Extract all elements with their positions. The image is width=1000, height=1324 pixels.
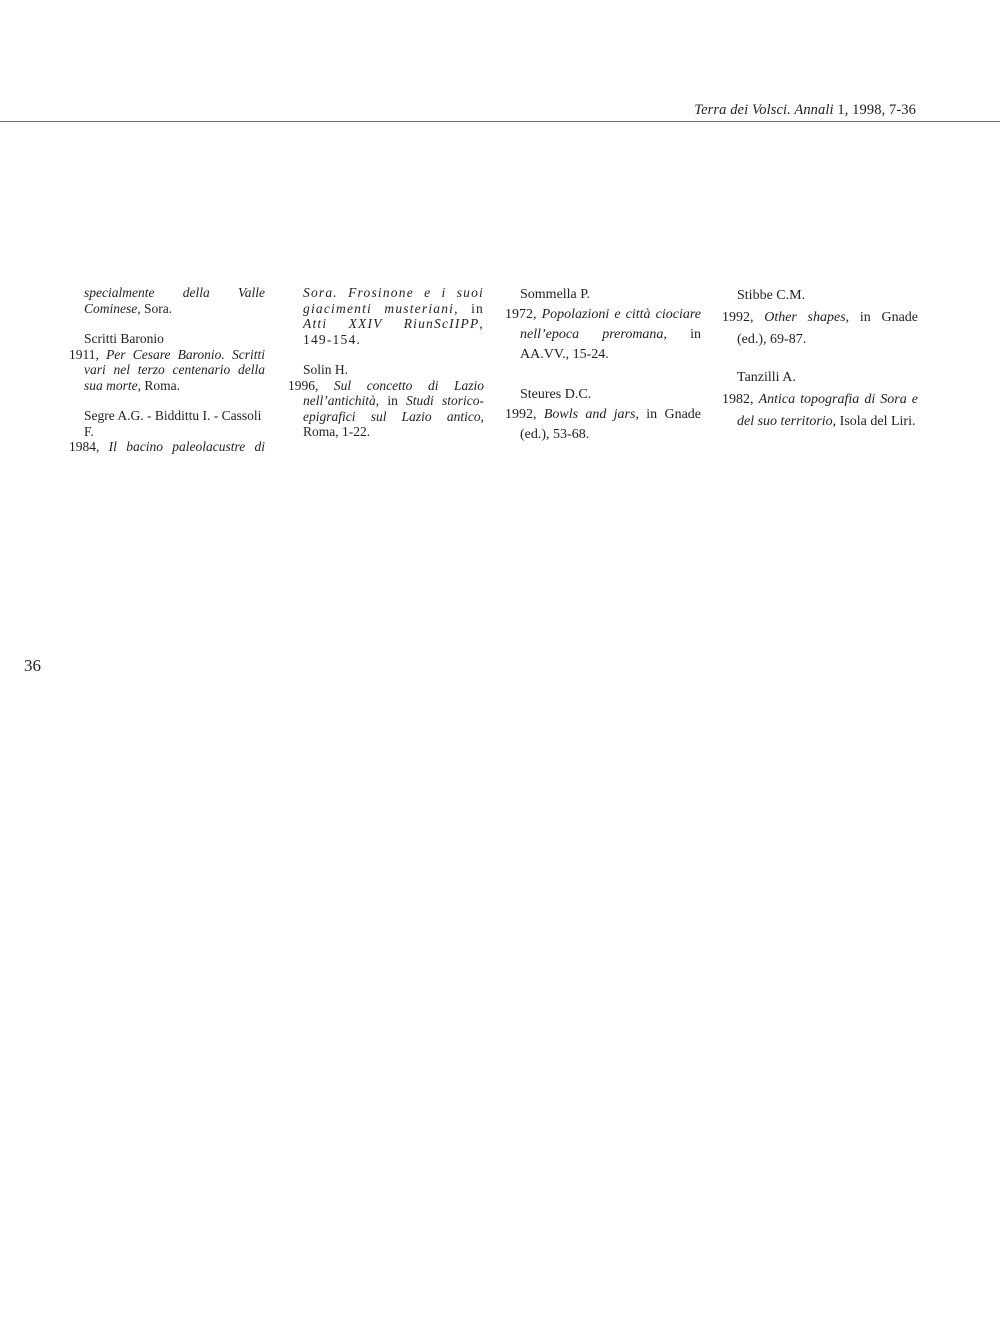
entry-title: Other shapes xyxy=(764,310,846,325)
entry-author: Stibbe C.M. xyxy=(737,288,806,303)
entry-place: , in Gnade (ed.), 69-87. xyxy=(737,310,918,347)
bibliography-column-1 xyxy=(69,285,265,470)
entry-continuation xyxy=(69,285,265,301)
entry-body xyxy=(69,347,265,394)
entry-place: , in AA.VV., 15-24. xyxy=(520,327,701,362)
entry-proceedings: Atti XXIV RiunScIIPP xyxy=(303,316,480,331)
entry-place: , Isola del Liri. xyxy=(832,414,916,429)
entry-in: , in xyxy=(375,393,407,408)
entry-body xyxy=(69,439,265,455)
entry-author: Segre A.G. - Biddittu I. - Cassoli F. xyxy=(84,408,262,439)
bibliography-entry xyxy=(505,285,701,365)
entry-book-title: Studi storico-epigrafici sul Lazio antico xyxy=(303,393,484,424)
entry-year: 1911, xyxy=(69,346,107,362)
bibliography-entry xyxy=(722,367,918,433)
entry-author: Solin H. xyxy=(303,362,349,377)
entry-continuation xyxy=(288,285,484,347)
entry-body xyxy=(505,405,701,445)
entry-title: Bowls and jars xyxy=(543,407,636,422)
entry-body xyxy=(288,378,484,440)
running-head-issue: 1, 1998, 7-36 xyxy=(833,102,916,118)
header-rule xyxy=(0,121,1000,122)
entry-place: , Roma. xyxy=(137,377,180,393)
entry-author: Tanzilli A. xyxy=(737,370,796,385)
bibliography-column-4 xyxy=(722,285,918,449)
entry-body xyxy=(722,307,918,351)
entry-body xyxy=(505,305,701,365)
entry-author: Sommella P. xyxy=(520,287,591,302)
entry-year: 1992, xyxy=(505,407,544,422)
entry-year: 1984, xyxy=(69,439,109,454)
running-head xyxy=(694,102,916,119)
bibliography-entry xyxy=(505,385,701,445)
entry-place: , in Gnade (ed.), 53-68. xyxy=(520,407,701,442)
bibliography-entry xyxy=(69,331,265,393)
entry-year: 1992, xyxy=(722,310,765,325)
bibliography-entry-continued xyxy=(69,285,265,316)
entry-continuation-line2 xyxy=(69,301,265,317)
entry-title-continued: Sora. Frosinone e i suoi giacimenti musteriani xyxy=(303,285,484,316)
entry-title: Popolazioni e città ciociare nell’epoca preromana xyxy=(520,307,701,342)
entry-in: , in xyxy=(454,300,484,316)
entry-year: 1996, xyxy=(288,377,334,393)
bibliography-entry xyxy=(69,408,265,455)
entry-body xyxy=(722,389,918,433)
entry-year: 1982, xyxy=(722,392,759,407)
bibliography-entry xyxy=(288,362,484,440)
page-number: 36 xyxy=(24,656,41,675)
bibliography-column-3 xyxy=(505,285,701,465)
entry-title: Il bacino paleolacustre di xyxy=(108,439,266,454)
entry-author: Scritti Baronio xyxy=(84,331,164,346)
entry-pages: , 149-154. xyxy=(303,316,484,347)
entry-place: , Sora. xyxy=(137,300,173,316)
bibliography-entry-continued xyxy=(288,285,484,347)
bibliography-column-2 xyxy=(288,285,484,455)
entry-title-continued: specialmente della Valle xyxy=(84,285,265,300)
running-head-journal: Terra dei Volsci. Annali xyxy=(694,102,834,118)
entry-year: 1972, xyxy=(505,307,542,322)
entry-title: Sul concetto di Lazio nell’antichità xyxy=(303,377,484,408)
entry-title-continued-2: Cominese xyxy=(84,300,138,316)
entry-title: Per Cesare Baronio. Scritti vari nel terzo centenario della sua morte xyxy=(84,346,265,393)
entry-author: Steures D.C. xyxy=(520,387,592,402)
bibliography-entry xyxy=(722,285,918,351)
entry-title: Antica topografia di Sora e del suo territorio xyxy=(737,392,919,429)
entry-place: , Roma, 1-22. xyxy=(303,408,484,439)
